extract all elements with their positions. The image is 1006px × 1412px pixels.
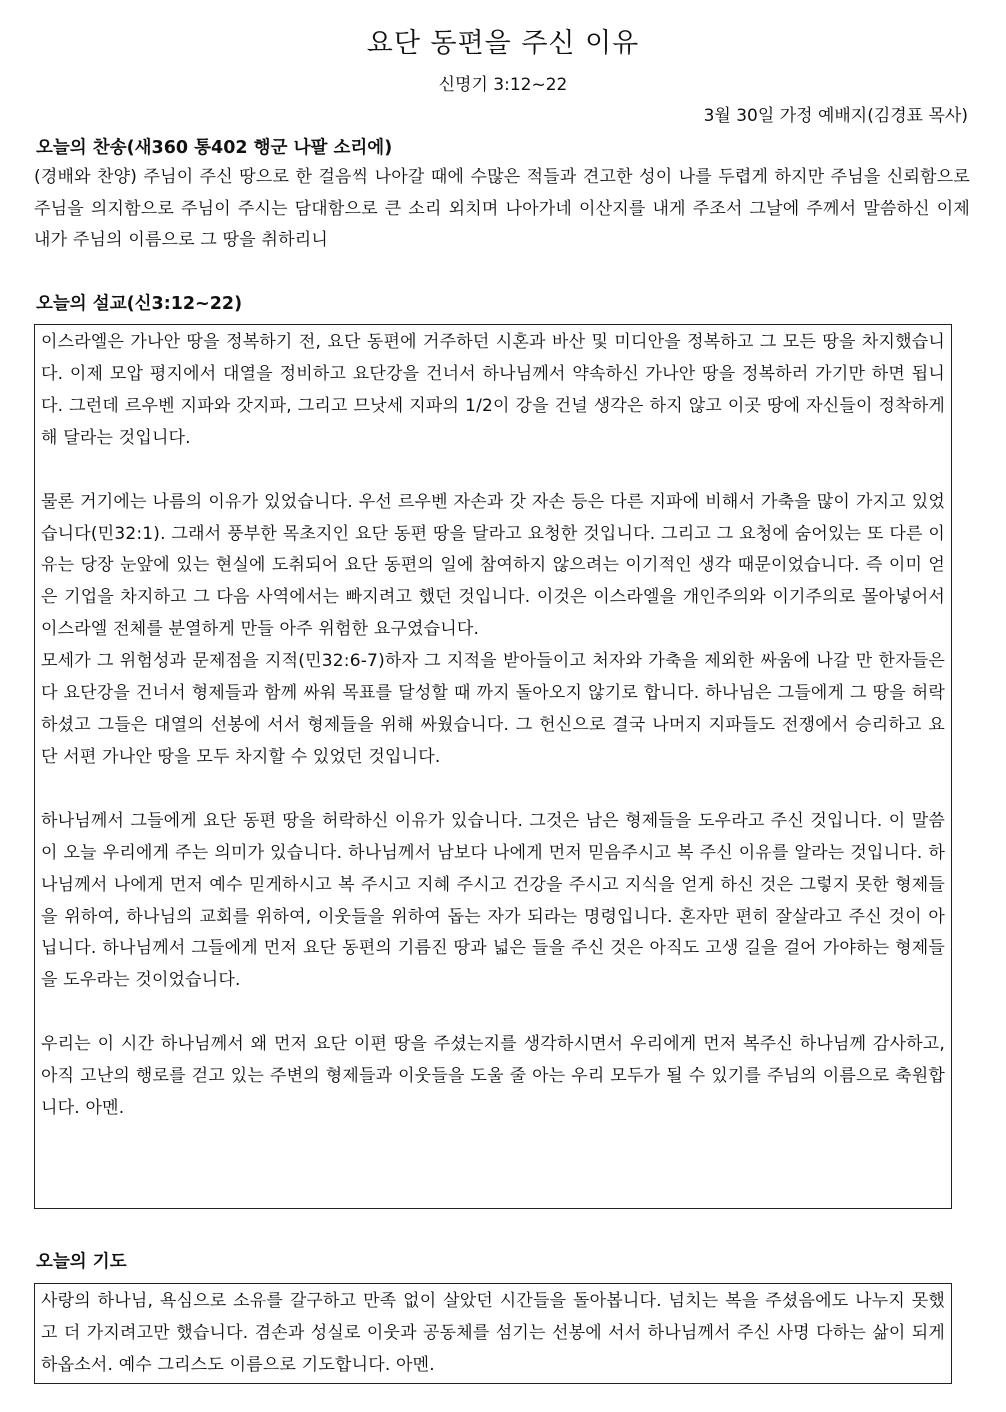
sermon-paragraph-1: 이스라엘은 가나안 땅을 정복하기 전, 요단 동편에 거주하던 시혼과 바산 및 미디안을 정복하고 그 모든 땅을 차지했습니다. 이제 모압 평지에서 대열을 정비하고 요단강을 건너서 하나님께서 약속하신 가나안 땅을 정복하러 가기만 하면 됩니다. 그런데 르우벤 지파와 갓지파, 그리고 므낫세 지파의 1/2이 강을 건널 생각은 하지 않고 이곳 땅에 자신들이 정착하게 해 달라는 것입니다. (41, 332, 945, 448)
hymn-heading: 오늘의 찬송(새360 통402 행군 나팔 소리에) (36, 138, 393, 158)
sermon-heading: 오늘의 설교(신3:12~22) (36, 294, 243, 314)
scripture-reference: 신명기 3:12~22 (438, 75, 568, 95)
sermon-paragraph-5: 우리는 이 시간 하나님께서 왜 먼저 요단 이편 땅을 주셨는지를 생각하시면서 우리에게 먼저 복주신 하나님께 감사하고, 아직 고난의 행로를 걷고 있는 주변의 형제들과 이웃들을 도울 줄 아는 우리 모두가 될 수 있기를 주님의 이름으로 축원합니다. 아멘. (41, 1034, 945, 1119)
sermon-paragraph-4: 하나님께서 그들에게 요단 동편 땅을 허락하신 이유가 있습니다. 그것은 남은 형제들을 도우라고 주신 것입니다. 이 말씀이 오늘 우리에게 주는 의미가 있습니다. 하나님께서 남보다 나에게 먼저 믿음주시고 복 주신 이유를 알라는 것입니다. 하나님께서 나에게 먼저 예수 믿게하시고 복 주시고 지혜 주시고 건강을 주시고 지식을 얻게 하신 것은 그렇지 못한 형제들을 위하여, 하나님의 교회를 위하여, 이웃들을 위하여 돕는 자가 되라는 명령입니다. 혼자만 편히 잘살라고 주신 것이 아닙니다. 하나님께서 그들에게 먼저 요단 동편의 기름진 땅과 넓은 들을 주신 것은 아직도 고생 길을 걸어 가야하는 형제들을 도우라는 것이었습니다. (41, 810, 945, 991)
sermon-box (34, 324, 952, 1209)
sermon-paragraph-3: 모세가 그 위험성과 문제점을 지적(민32:6-7)하자 그 지적을 받아들이고 처자와 가축을 제외한 싸움에 나갈 만 한자들은 다 요단강을 건너서 형제들과 함께 싸워 목표를 달성할 때 까지 돌아오지 않기로 합니다. 하나님은 그들에게 그 땅을 허락하셨고 그들은 대열의 선봉에 서서 형제들을 위해 싸웠습니다. 그 헌신으로 결국 나머지 지파들도 전쟁에서 승리하고 요단 서편 가나안 땅을 모두 차지할 수 있었던 것입니다. (41, 651, 945, 767)
sermon-paragraph-2: 물론 거기에는 나름의 이유가 있었습니다. 우선 르우벤 자손과 갓 자손 등은 다른 지파에 비해서 가축을 많이 가지고 있었습니다(민32:1). 그래서 풍부한 목초지인 요단 동편 땅을 달라고 요청한 것입니다. 그리고 그 요청에 숨어있는 또 다른 이유는 당장 눈앞에 있는 현실에 도취되어 요단 동편의 일에 참여하지 않으려는 이기적인 생각 때문이었습니다. 즉 이미 얻은 기업을 차지하고 그 다음 사역에서는 빠지려고 했던 것입니다. 이것은 이스라엘을 개인주의와 이기주의로 몰아넣어서 이스라엘 전체를 분열하게 만들 아주 위험한 요구였습니다. (41, 491, 945, 640)
prayer-heading: 오늘의 기도 (36, 1252, 127, 1272)
hymn-lyrics: (경배와 찬양) 주님이 주신 땅으로 한 걸음씩 나아갈 때에 수많은 적들과 견고한 성이 나를 두렵게 하지만 주님을 신뢰함으로 주님을 의지함으로 주님이 주시는 담대함으로 큰 소리 외치며 나아가네 이산지를 내게 주조서 그날에 주께서 말씀하신 이제 내가 주님의 이름으로 그 땅을 취하리니 (34, 167, 970, 250)
page-title: 요단 동편을 주신 이유 (366, 28, 640, 59)
prayer-box (34, 1283, 952, 1384)
prayer-text: 사랑의 하나님, 욕심으로 소유를 갈구하고 만족 없이 살았던 시간들을 돌아봅니다. 넘치는 복을 주셨음에도 나누지 못했고 더 가지려고만 했습니다. 겸손과 성실로 이웃과 공동체를 섬기는 선봉에 서서 하나님께서 주신 사명 다하는 삶이 되게 하옵소서. 예수 그리스도 이름으로 기도합니다. 아멘. (41, 1291, 945, 1375)
date-author: 3월 30일 가정 예배지(김경표 목사) (703, 106, 968, 126)
